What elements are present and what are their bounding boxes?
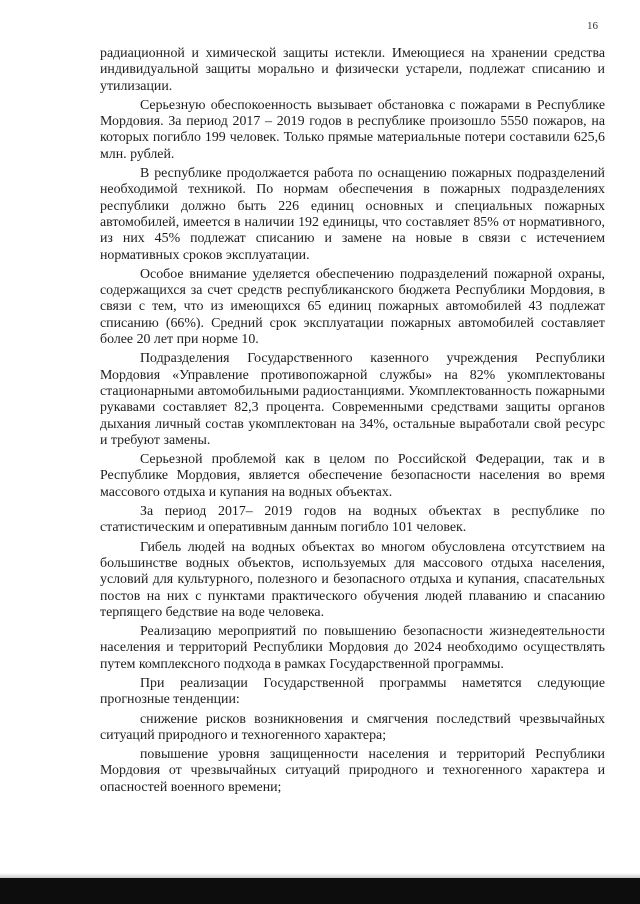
paragraph-drowning-causes: Гибель людей на водных объектах во многом обусловлена отсутствием на большинстве водных объектов, используемых для массового отдыха населения, условий для культурного, полезного и безопасного отдыха и купания, спасательных постов на них с пунктами практического обучения людей плаванию и спасанию терпящего бедствие на воде человека. xyxy=(100,539,605,620)
paragraph-trend-risk: снижение рисков возникновения и смягчения последствий чрезвычайных ситуаций природного и техногенного характера; xyxy=(100,711,605,743)
paragraph-continued: радиационной и химической защиты истекли. Имеющиеся на хранении средства индивидуальной защиты морально и физически устарели, подлежат списанию и утилизации. xyxy=(100,46,605,94)
paragraph-fires: Серьезную обеспокоенность вызывает обстановка с пожарами в Республике Мордовия. За период 2017 – 2019 годов в республике произошло 5550 пожаров, на которых погибло 199 человек. Только прямые материальные потери составили 625,6 млн. рублей. xyxy=(100,97,605,162)
body-text xyxy=(100,46,605,799)
paragraph-drowning-stats: За период 2017– 2019 годов на водных объектах в республике по статистическим и оперативным данным погибло 101 человек. xyxy=(100,504,605,536)
paragraph-fire-equipment: В республике продолжается работа по оснащению пожарных подразделений необходимой техникой. По нормам обеспечения в пожарных подразделениях республики должно быть 226 единиц основных и специальных пожарных автомобилей, имеется в наличии 192 единицы, что составляет 85% от нормативного, из них 45% подлежат списанию и замене на новые в связи с истечением нормативных сроков эксплуатации. xyxy=(100,166,605,263)
paragraph-fire-protection: Особое внимание уделяется обеспечению подразделений пожарной охраны, содержащихся за счет средств республиканского бюджета Республики Мордовия, в связи с тем, что из имеющихся 65 единиц пожарных автомобилей 43 подлежат списанию (66%). Средний срок эксплуатации пожарных автомобилей составляет более 20 лет при норме 10. xyxy=(100,266,605,348)
page-number: 16 xyxy=(587,20,598,32)
paragraph-water-safety: Серьезной проблемой как в целом по Российской Федерации, так и в Республике Мордовия, является обеспечение безопасности населения во время массового отдыха и купания на водных объектах. xyxy=(100,452,605,500)
paragraph-implementation: Реализацию мероприятий по повышению безопасности жизнедеятельности населения и территорий Республики Мордовия до 2024 необходимо осуществлять путем комплексного подхода в рамках Государственной программы. xyxy=(100,624,605,672)
paragraph-trend-protection: повышение уровня защищенности населения и территорий Республики Мордовия от чрезвычайных ситуаций природного и техногенного характера и опасностей военного времени; xyxy=(100,747,605,795)
paragraph-fire-service: Подразделения Государственного казенного учреждения Республики Мордовия «Управление противопожарной службы» на 82% укомплектованы стационарными автомобильными радиостанциями. Укомплектованность пожарными рукавами составляет 82,3 процента. Современными средствами защиты органов дыхания личный состав укомплектован на 34%, остальные выработали свой ресурс и требуют замены. xyxy=(100,351,605,448)
paragraph-trends-intro: При реализации Государственной программы наметятся следующие прогнозные тенденции: xyxy=(100,675,605,708)
scan-edge xyxy=(0,878,640,904)
